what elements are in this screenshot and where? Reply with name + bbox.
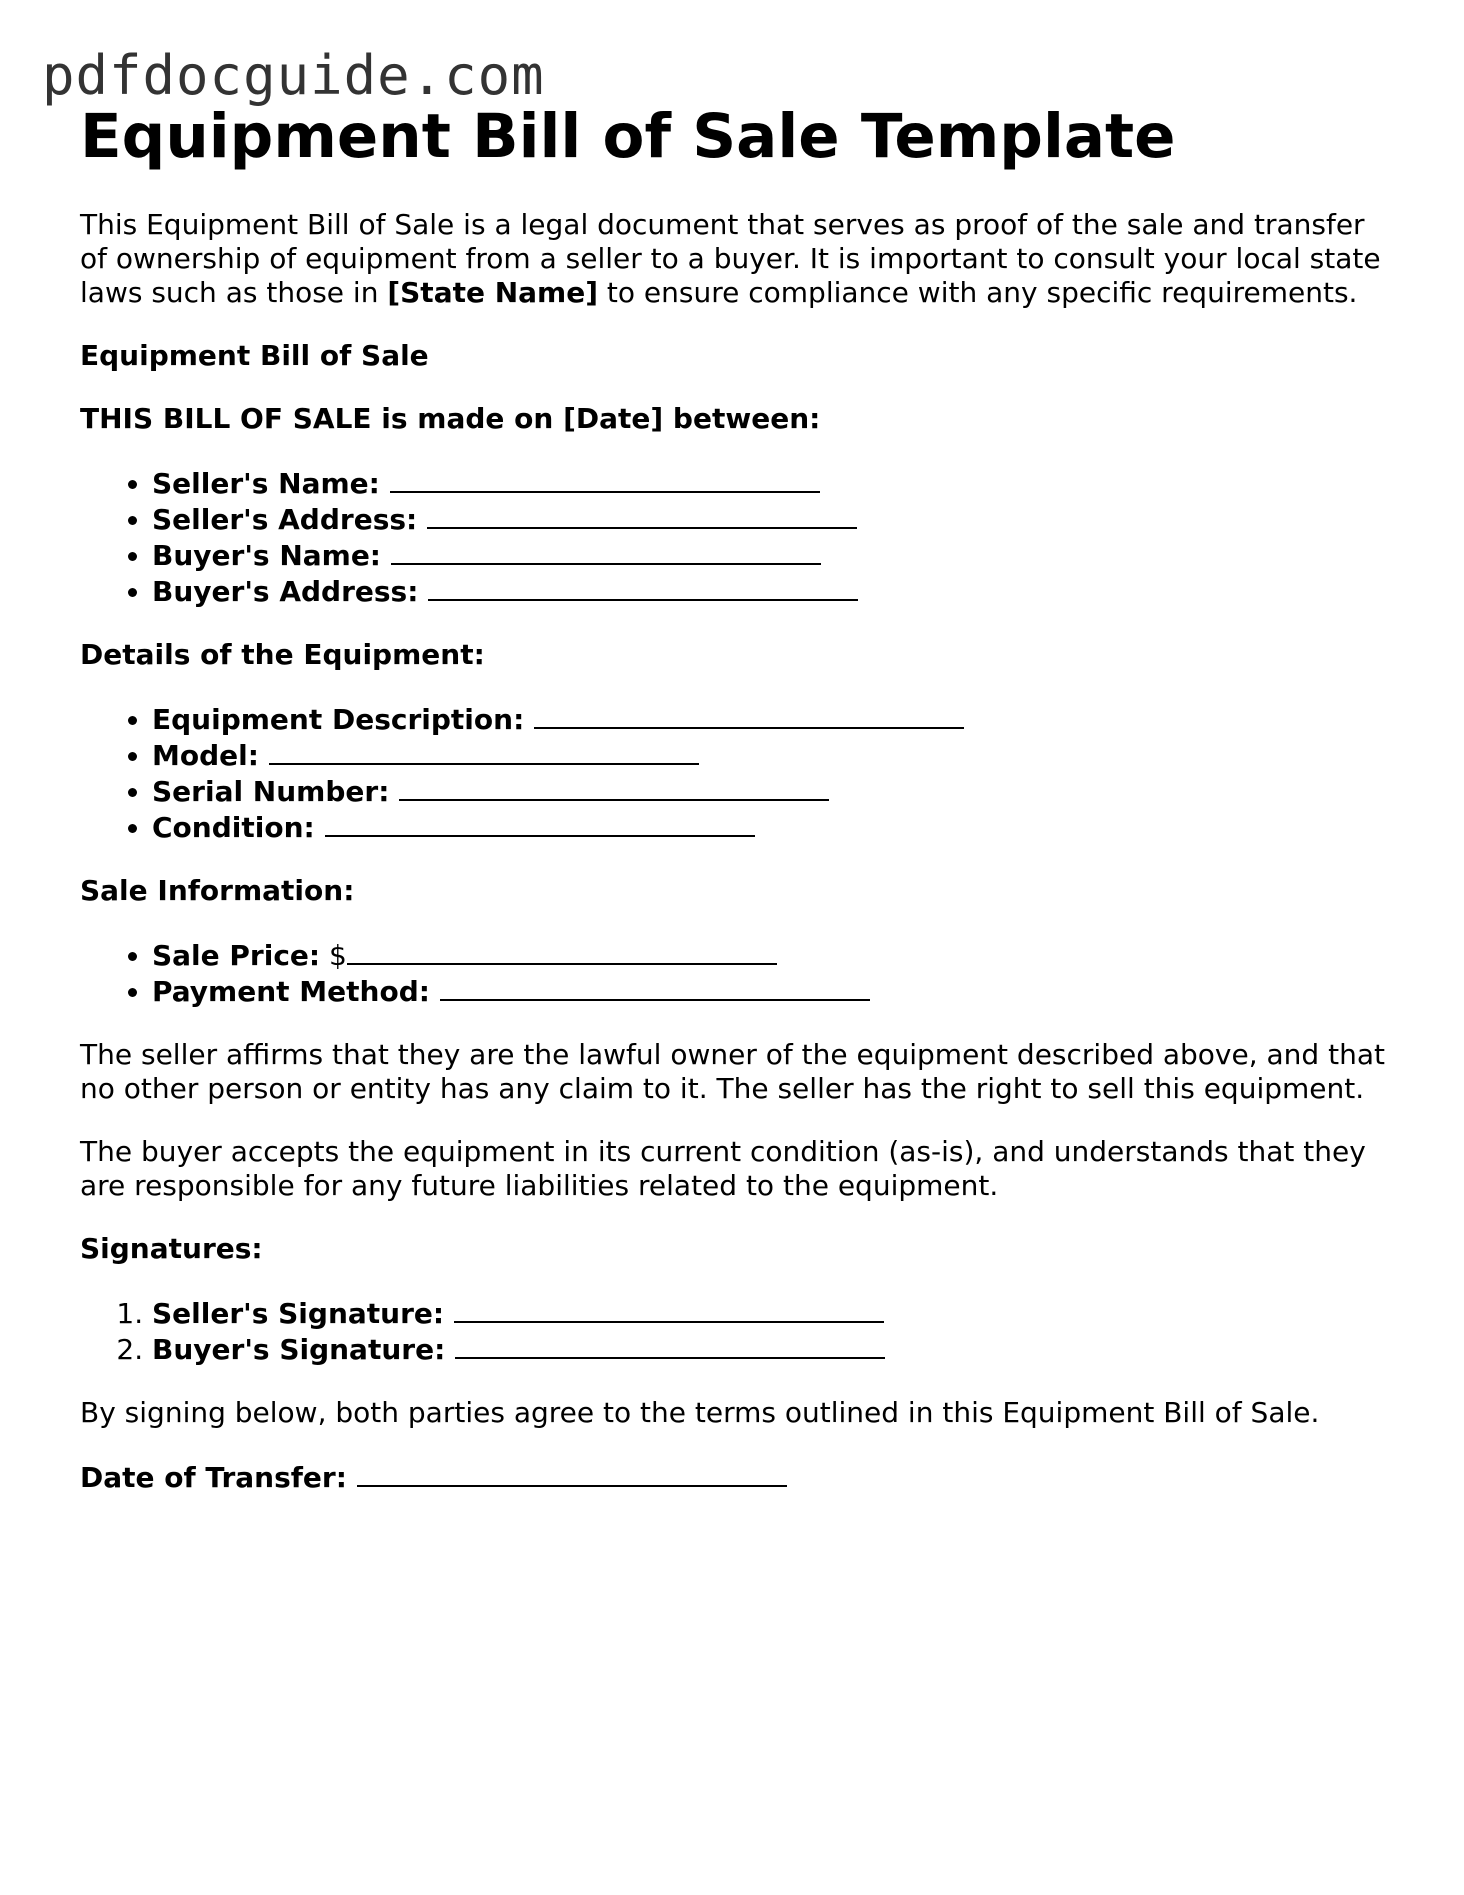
list-item bbox=[152, 973, 1390, 1009]
sale-price-field[interactable] bbox=[347, 937, 777, 965]
details-heading: Details of the Equipment: bbox=[80, 638, 485, 671]
seller-signature-label: Seller's Signature: bbox=[152, 1297, 445, 1330]
serial-number-field[interactable] bbox=[399, 773, 829, 801]
list-item bbox=[152, 501, 1390, 537]
list-item bbox=[152, 937, 1390, 973]
intro-text-after: to ensure compliance with any specific requirements. bbox=[598, 276, 1358, 309]
accept-paragraph: The buyer accepts the equipment in its current condition (as-is), and understands that they are responsible for any future liabilities related to the equipment. bbox=[80, 1135, 1366, 1202]
currency-symbol: $ bbox=[329, 939, 347, 972]
buyer-name-field[interactable] bbox=[391, 537, 821, 565]
details-list bbox=[80, 701, 1390, 845]
buyer-signature-label: Buyer's Signature: bbox=[152, 1333, 446, 1366]
buyer-address-field[interactable] bbox=[428, 573, 858, 601]
equipment-description-label: Equipment Description: bbox=[152, 703, 525, 736]
model-label: Model: bbox=[152, 739, 259, 772]
site-watermark: pdfdocguide.com bbox=[42, 44, 545, 107]
agree-paragraph: By signing below, both parties agree to the terms outlined in this Equipment Bill of Sale. bbox=[80, 1396, 1320, 1429]
intro-text-before: This Equipment Bill of Sale is a legal document that serves as proof of the sale and transfer of ownership of equipment from a seller to a buyer. It is important to consult your local state laws such as those in bbox=[80, 208, 1381, 309]
parties-list bbox=[80, 465, 1390, 609]
list-item bbox=[152, 701, 1390, 737]
date-of-transfer-line bbox=[80, 1459, 1390, 1495]
seller-name-label: Seller's Name: bbox=[152, 467, 380, 500]
seller-address-field[interactable] bbox=[427, 501, 857, 529]
signatures-list bbox=[80, 1295, 1390, 1367]
sale-list bbox=[80, 937, 1390, 1009]
buyer-name-label: Buyer's Name: bbox=[152, 539, 382, 572]
seller-signature-field[interactable] bbox=[454, 1295, 884, 1323]
buyer-address-label: Buyer's Address: bbox=[152, 575, 419, 608]
list-item bbox=[152, 773, 1390, 809]
serial-number-label: Serial Number: bbox=[152, 775, 390, 808]
list-item bbox=[152, 737, 1390, 773]
list-item bbox=[152, 1295, 1390, 1331]
seller-address-label: Seller's Address: bbox=[152, 503, 418, 536]
model-field[interactable] bbox=[269, 737, 699, 765]
made-on-line: THIS BILL OF SALE is made on [Date] between: bbox=[80, 402, 821, 435]
payment-method-field[interactable] bbox=[440, 973, 870, 1001]
condition-label: Condition: bbox=[152, 811, 315, 844]
equipment-description-field[interactable] bbox=[534, 701, 964, 729]
buyer-signature-field[interactable] bbox=[455, 1331, 885, 1359]
document-page bbox=[80, 100, 1390, 1495]
list-item bbox=[152, 573, 1390, 609]
sale-heading: Sale Information: bbox=[80, 874, 355, 907]
state-name-placeholder: [State Name] bbox=[387, 276, 598, 309]
signatures-heading: Signatures: bbox=[80, 1232, 263, 1265]
list-item bbox=[152, 537, 1390, 573]
intro-paragraph bbox=[80, 208, 1390, 310]
list-item bbox=[152, 809, 1390, 845]
section-title: Equipment Bill of Sale bbox=[80, 339, 429, 372]
affirm-paragraph: The seller affirms that they are the lawful owner of the equipment described above, and that no other person or entity has any claim to it. The seller has the right to sell this equipment. bbox=[80, 1038, 1385, 1105]
document-title: Equipment Bill of Sale Template bbox=[80, 101, 1176, 172]
seller-name-field[interactable] bbox=[390, 465, 820, 493]
condition-field[interactable] bbox=[325, 809, 755, 837]
list-item bbox=[152, 1331, 1390, 1367]
date-of-transfer-field[interactable] bbox=[357, 1459, 787, 1487]
payment-method-label: Payment Method: bbox=[152, 975, 430, 1008]
list-item bbox=[152, 465, 1390, 501]
date-of-transfer-label: Date of Transfer: bbox=[80, 1461, 347, 1494]
sale-price-label: Sale Price: bbox=[152, 939, 321, 972]
